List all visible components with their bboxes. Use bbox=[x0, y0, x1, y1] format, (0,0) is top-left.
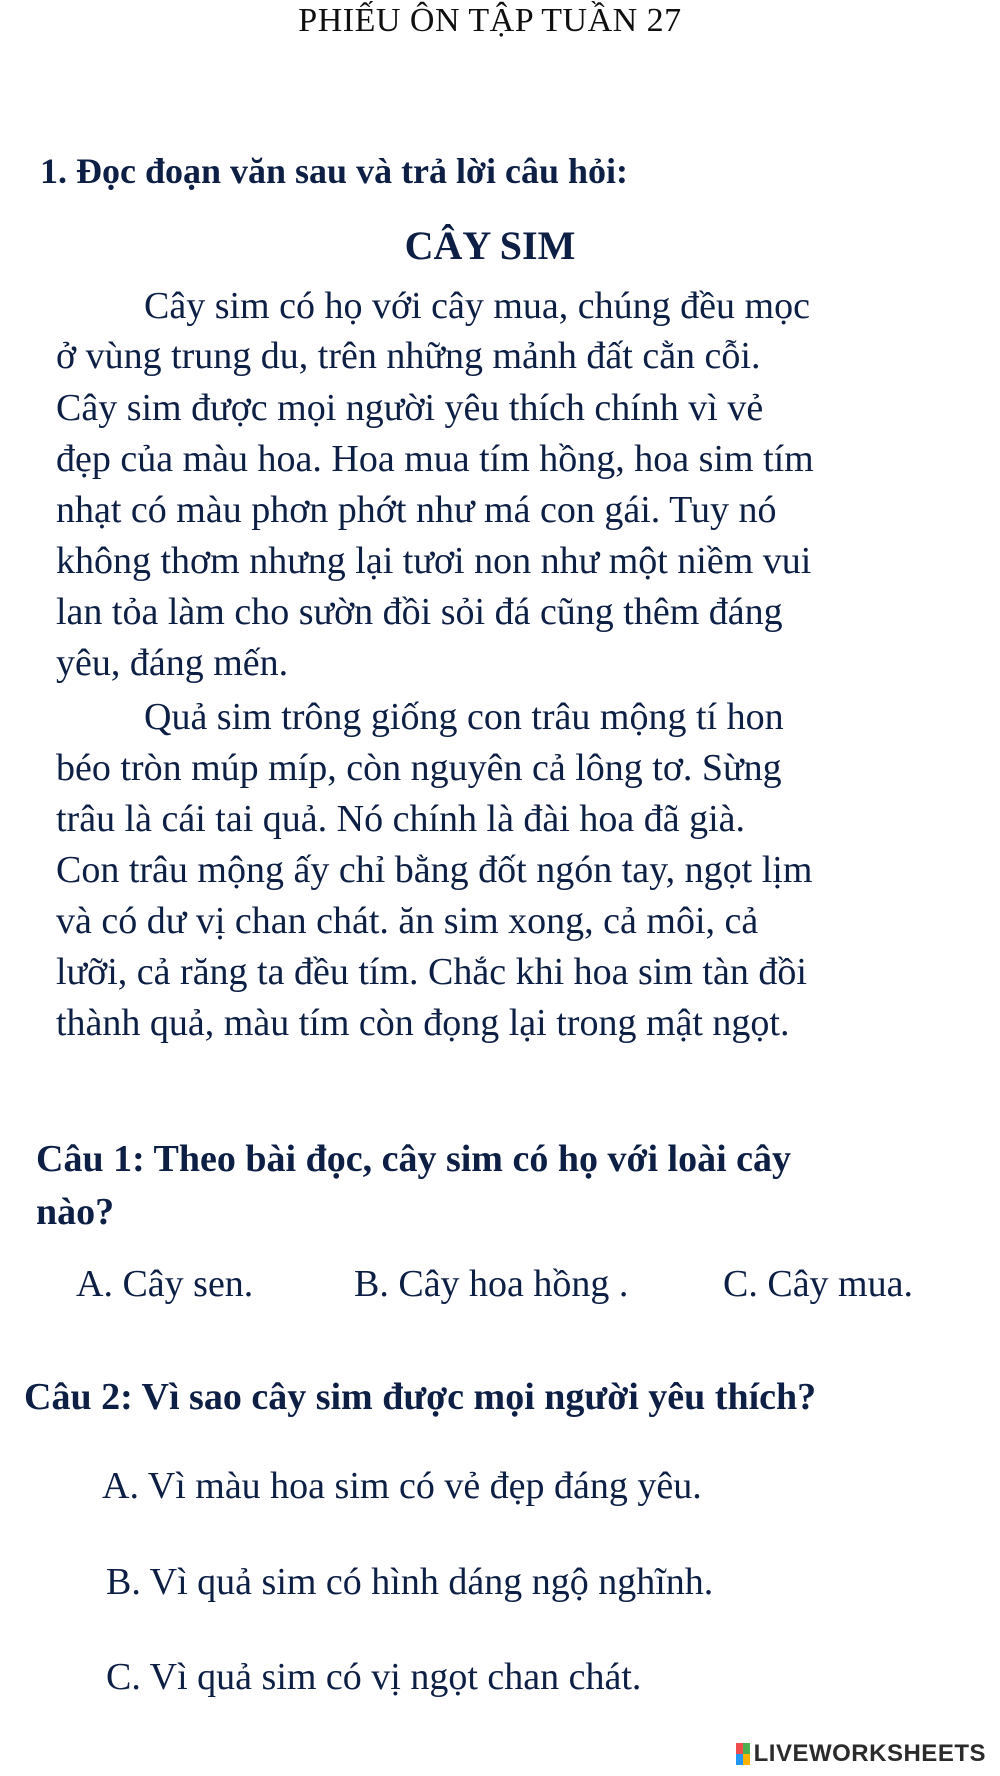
passage-line: Quả sim trông giống con trâu mộng tí hon bbox=[144, 696, 784, 738]
liveworksheets-logo-icon bbox=[736, 1743, 750, 1765]
question-2-option-a[interactable]: A. Vì màu hoa sim có vẻ đẹp đáng yêu. bbox=[102, 1465, 702, 1507]
question-1-text: Câu 1: Theo bài đọc, cây sim có họ với loài cây bbox=[36, 1138, 792, 1180]
passage-line: yêu, đáng mến. bbox=[56, 642, 289, 684]
question-1-option-b[interactable]: B. Cây hoa hồng . bbox=[354, 1263, 629, 1305]
passage-line: lan tỏa làm cho sườn đồi sỏi đá cũng thêm đáng bbox=[56, 591, 783, 633]
question-2-option-c[interactable]: C. Vì quả sim có vị ngọt chan chát. bbox=[106, 1656, 642, 1698]
passage-line: đẹp của màu hoa. Hoa mua tím hồng, hoa sim tím bbox=[56, 438, 814, 480]
question-1-option-a[interactable]: A. Cây sen. bbox=[76, 1263, 254, 1305]
passage-line: Cây sim có họ với cây mua, chúng đều mọc bbox=[144, 285, 810, 327]
story-title: CÂY SIM bbox=[404, 223, 576, 268]
passage-line: ở vùng trung du, trên những mảnh đất cằn cỗi. bbox=[56, 335, 761, 377]
question-1-option-c[interactable]: C. Cây mua. bbox=[723, 1263, 913, 1305]
brand-text: LIVEWORKSHEETS bbox=[753, 1740, 986, 1767]
passage-line: thành quả, màu tím còn đọng lại trong mật ngọt. bbox=[56, 1002, 790, 1044]
question-1-text: nào? bbox=[36, 1191, 115, 1233]
passage-line: béo tròn múp míp, còn nguyên cả lông tơ. Sừng bbox=[56, 747, 782, 789]
passage-line: lưỡi, cả răng ta đều tím. Chắc khi hoa sim tàn đồi bbox=[56, 951, 807, 993]
passage-line: trâu là cái tai quả. Nó chính là đài hoa đã già. bbox=[56, 798, 746, 840]
worksheet-title: PHIẾU ÔN TẬP TUẦN 27 bbox=[298, 2, 682, 39]
question-2-text: Câu 2: Vì sao cây sim được mọi người yêu thích? bbox=[24, 1376, 817, 1418]
exercise-instruction: 1. Đọc đoạn văn sau và trả lời câu hỏi: bbox=[40, 151, 628, 191]
passage-line: nhạt có màu phơn phớt như má con gái. Tuy nó bbox=[56, 489, 777, 531]
question-2-option-b[interactable]: B. Vì quả sim có hình dáng ngộ nghĩnh. bbox=[106, 1561, 714, 1603]
passage-line: và có dư vị chan chát. ăn sim xong, cả môi, cả bbox=[56, 900, 759, 942]
passage-line: không thơm nhưng lại tươi non như một niềm vui bbox=[56, 540, 812, 582]
liveworksheets-logo bbox=[736, 1740, 986, 1768]
passage-line: Con trâu mộng ấy chỉ bằng đốt ngón tay, ngọt lịm bbox=[56, 849, 813, 891]
passage-line: Cây sim được mọi người yêu thích chính vì vẻ bbox=[56, 387, 764, 429]
